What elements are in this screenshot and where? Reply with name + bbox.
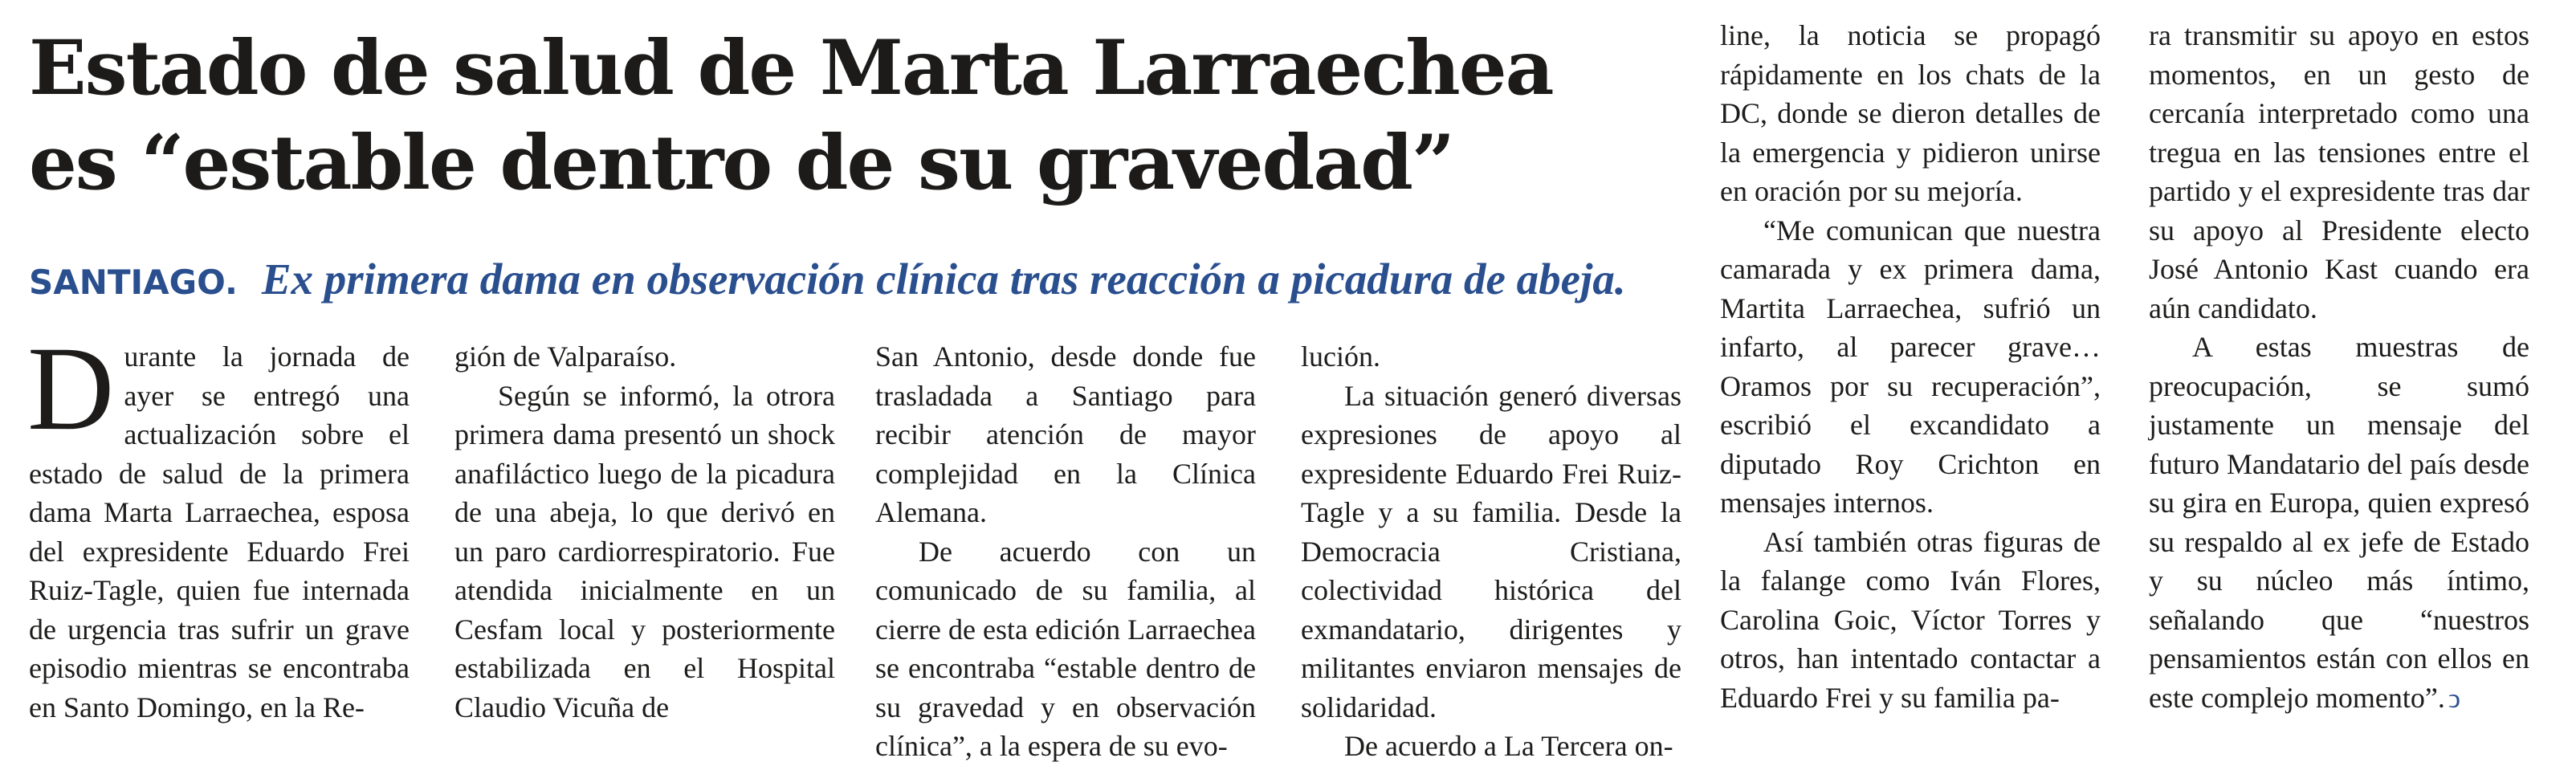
paragraph: De acuerdo con un comunicado de su familia, al cierre de esta edición Larraechea se encontraba “estable dentro de su gravedad y en observación clínica”, a la espera de su evo- [875,535,1256,762]
paragraph: San Antonio, desde donde fue trasladada a Santiago para recibir atención de mayor complejidad en la Clínica Alemana. [875,340,1256,528]
paragraph-text: urante la jornada de ayer se entregó una actualización sobre el estado de salud de la primera dama Marta Larraechea, esposa del expresidente Eduardo Frei Ruiz-Tagle, quien fue internada de urgencia tras sufrir un grave episodio mientras se encontraba en Santo Domingo, en la Re- [29,340,410,723]
deck [29,247,1683,315]
paragraph: “Me comunican que nuestra camarada y ex primera dama, Martita Larraechea, sufrió un infarto, al parecer grave… Oramos por su recuperación”, escribió el excandidato a diputado Roy Crichton en mensajes internos. [1720,214,2101,519]
paragraph: gión de Valparaíso. [454,340,677,373]
paragraph: Según se informó, la otrora primera dama presentó un shock anafiláctico luego de la picadura de una abeja, lo que derivó en un paro cardiorrespiratorio. Fue atendida inicialmente en un Cesfam local y posteriormente estabilizada en el Hospital Claudio Vicuña de [454,379,835,723]
paragraph: ra transmitir su apoyo en estos momentos, en un gesto de cercanía interpretado como una tregua en las tensiones entre el partido y el expresidente tras dar su apoyo al Presidente electo José Antonio Kast cuando era aún candidato. [2149,19,2529,324]
end-mark-icon: ↄ [2448,683,2460,714]
paragraph [2149,328,2529,719]
drop-cap: D [27,322,115,455]
headline-line-1: Estado de salud de Marta Larraechea [29,24,1553,112]
paragraph [27,322,410,727]
paragraph: La situación generó diversas expresiones de apoyo al expresidente Eduardo Frei Ruiz-Tagle y a su familia. Desde la Democracia Cristiana, colectividad histórica del exmandatario, dirigentes y militantes enviaron mensajes de solidaridad. [1301,379,1681,723]
article-column-2 [454,337,835,727]
deck-summary: Ex primera dama en observación clínica tras reacción a picadura de abeja. [261,255,1626,304]
deck-location: SANTIAGO. [29,263,238,302]
article-column-3 [875,337,1256,766]
article-column-5 [1720,16,2101,717]
paragraph: Así también otras figuras de la falange como Iván Flores, Carolina Goic, Víctor Torres y otros, han intentado contactar a Eduardo Frei y su familia pa- [1720,525,2101,714]
headline [29,21,1691,210]
paragraph: De acuerdo a La Tercera on- [1344,730,1673,762]
article-column-1 [27,322,410,727]
article-column-4 [1301,337,1681,766]
headline-line-2: es “estable dentro de su gravedad” [29,119,1454,207]
article-column-6 [2149,16,2529,719]
paragraph: lución. [1301,340,1380,373]
paragraph: line, la noticia se propagó rápidamente en los chats de la DC, donde se dieron detalles de la emergencia y pidieron unirse en oración por su mejoría. [1720,19,2101,207]
paragraph-text: A estas muestras de preocupación, se sumó justamente un mensaje del futuro Mandatario del país desde su gira en Europa, quien expresó su respaldo al ex jefe de Estado y su núcleo más íntimo, señalando que “nuestros pensamientos están con ellos en este complejo momento”. [2149,331,2529,714]
